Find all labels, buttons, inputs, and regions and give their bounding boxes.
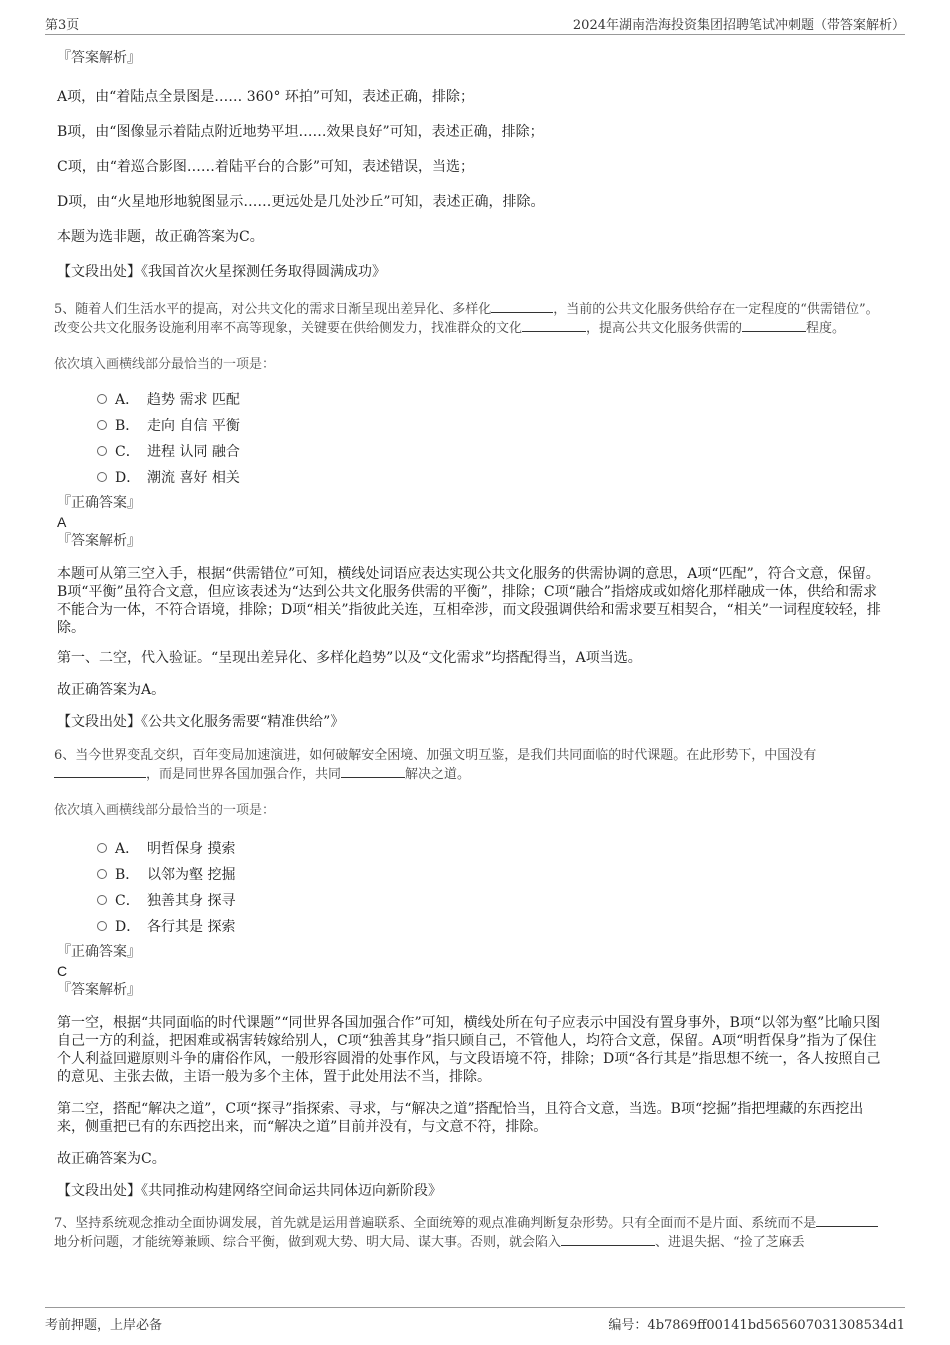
answer-blank bbox=[491, 300, 553, 313]
footer-slogan: 考前押题，上岸必备 bbox=[45, 1318, 163, 1333]
source-citation: 【文段出处】《共同推动构建网络空间命运共同体迈向新阶段》 bbox=[57, 1183, 442, 1199]
analysis-paragraph: 第二空，搭配“解决之道”，C项“探寻”指探索、寻求，与“解决之道”搭配恰当，且符合文意，当选。B项“挖掘”指把埋藏的东西挖出来，侧重把已有的东西挖出来，而“解决之道”目前并没有，与文意不符，排除。 bbox=[57, 1101, 864, 1135]
analysis-conclusion: 故正确答案为A。 bbox=[57, 682, 166, 698]
question-stem: 5、随着人们生活水平的提高，对公共文化的需求日渐呈现出差异化、多样化 ，当前的公共文化服务供给存在一定程度的“供需错位”。改变公共文化服务设施利用率不高等现象，关键要在供给侧发力，找准群众的文化 ，提高公共文化服务供需的 程度。 bbox=[54, 302, 879, 336]
option-b[interactable]: B． 以邻为壑 挖掘 bbox=[57, 862, 884, 888]
document-id: 编号：4b7869ff00141bd565607031308534d1 bbox=[608, 1318, 905, 1333]
correct-answer: A bbox=[57, 514, 67, 530]
analysis-conclusion: 故正确答案为C。 bbox=[57, 1151, 166, 1167]
question-prompt: 依次填入画横线部分最恰当的一项是： bbox=[54, 357, 276, 372]
correct-answer-label: 『正确答案』 bbox=[57, 944, 141, 960]
radio-icon[interactable] bbox=[97, 895, 107, 905]
question-stem: 7、坚持系统观念推动全面协调发展，首先就是运用普遍联系、全面统筹的观点准确判断复杂形势。只有全面而不是片面、系统而不是地分析问题，才能统筹兼顾、综合平衡，做到观大势、明大局、谋大事。否则，就会陷入 、进退失据、“捡了芝麻丢 bbox=[54, 1214, 884, 1252]
question-prompt: 依次填入画横线部分最恰当的一项是： bbox=[54, 803, 276, 818]
correct-answer: C bbox=[57, 963, 68, 979]
analysis-line: D项，由“火星地形地貌图显示……更远处是几处沙丘”可知，表述正确，排除。 bbox=[57, 194, 545, 210]
option-a[interactable]: A． 趋势 需求 匹配 bbox=[57, 387, 884, 413]
option-c[interactable]: C． 进程 认同 融合 bbox=[57, 439, 884, 465]
source-citation: 【文段出处】《我国首次火星探测任务取得圆满成功》 bbox=[57, 264, 386, 280]
analysis-paragraph: 本题可从第三空入手，根据“供需错位”可知，横线处词语应表达实现公共文化服务的供需协调的意思，A项“匹配”，符合文意，保留。B项“平衡”虽符合文意，但应该表述为“达到公共文化服务供需的平衡”，排除；C项“融合”指熔成或如熔化那样融成一体，供给和需求不能合为一体，不符合语境，排除；D项“相关”指彼此关连，互相牵涉，而文段强调供给和需求要互相契合，“相关”一词程度较轻，排除。 bbox=[57, 566, 881, 636]
document-title: 2024年湖南浩海投资集团招聘笔试冲刺题（带答案解析） bbox=[572, 18, 905, 33]
analysis-conclusion: 本题为选非题，故正确答案为C。 bbox=[57, 229, 264, 245]
correct-answer-label: 『正确答案』 bbox=[57, 495, 141, 511]
option-b[interactable]: B． 走向 自信 平衡 bbox=[57, 413, 884, 439]
analysis-label: 『答案解析』 bbox=[57, 50, 141, 66]
main-content bbox=[54, 40, 884, 1252]
option-d[interactable]: D． 潮流 喜好 相关 bbox=[57, 465, 884, 491]
page-footer bbox=[45, 1307, 905, 1332]
source-citation: 【文段出处】《公共文化服务需要“精准供给”》 bbox=[57, 714, 345, 730]
answer-blank bbox=[742, 319, 806, 332]
radio-icon[interactable] bbox=[97, 869, 107, 879]
radio-icon[interactable] bbox=[97, 394, 107, 404]
analysis-line: C项，由“着巡合影图……着陆平台的合影”可知，表述错误，当选； bbox=[57, 159, 475, 175]
answer-blank bbox=[561, 1233, 655, 1246]
question-stem: 6、当今世界变乱交织，百年变局加速演进，如何破解安全困境、加强文明互鉴，是我们共同面临的时代课题。在此形势下，中国没有，而是同世界各国加强合作，共同 解决之道。 bbox=[54, 748, 817, 782]
analysis-label: 『答案解析』 bbox=[57, 982, 141, 998]
radio-icon[interactable] bbox=[97, 472, 107, 482]
option-a[interactable]: A． 明哲保身 摸索 bbox=[57, 836, 884, 862]
analysis-line: A项，由“着陆点全景图是…… 360° 环拍”可知，表述正确，排除； bbox=[57, 89, 475, 105]
page-number: 第3页 bbox=[45, 18, 80, 33]
options-list bbox=[57, 836, 884, 940]
analysis-line: B项，由“图像显示着陆点附近地势平坦……效果良好”可知，表述正确，排除； bbox=[57, 124, 544, 140]
answer-blank bbox=[341, 765, 405, 778]
radio-icon[interactable] bbox=[97, 446, 107, 456]
analysis-label: 『答案解析』 bbox=[57, 533, 141, 549]
option-d[interactable]: D． 各行其是 探索 bbox=[57, 914, 884, 940]
analysis-paragraph: 第一、二空，代入验证。“呈现出差异化、多样化趋势”以及“文化需求”均搭配得当，A项当选。 bbox=[57, 650, 642, 666]
answer-blank bbox=[522, 319, 586, 332]
option-c[interactable]: C． 独善其身 探寻 bbox=[57, 888, 884, 914]
analysis-paragraph: 第一空，根据“共同面临的时代课题”“同世界各国加强合作”可知，横线处所在句子应表示中国没有置身事外，B项“以邻为壑”比喻只图自己一方的利益，把困难或祸害转嫁给别人，C项“独善其身”指只顾自己，不管他人，均符合文意，保留。A项“明哲保身”指为了保住个人利益回避原则斗争的庸俗作风，一般形容圆滑的处事作风，与文段语境不符，排除；D项“各行其是”指思想不统一，各人按照自己的意见、主张去做，主语一般为多个主体，置于此处用法不当，排除。 bbox=[57, 1015, 881, 1085]
radio-icon[interactable] bbox=[97, 921, 107, 931]
radio-icon[interactable] bbox=[97, 420, 107, 430]
page-header bbox=[45, 10, 905, 35]
answer-blank bbox=[54, 765, 146, 778]
radio-icon[interactable] bbox=[97, 843, 107, 853]
answer-blank bbox=[816, 1214, 878, 1227]
options-list bbox=[57, 387, 884, 491]
